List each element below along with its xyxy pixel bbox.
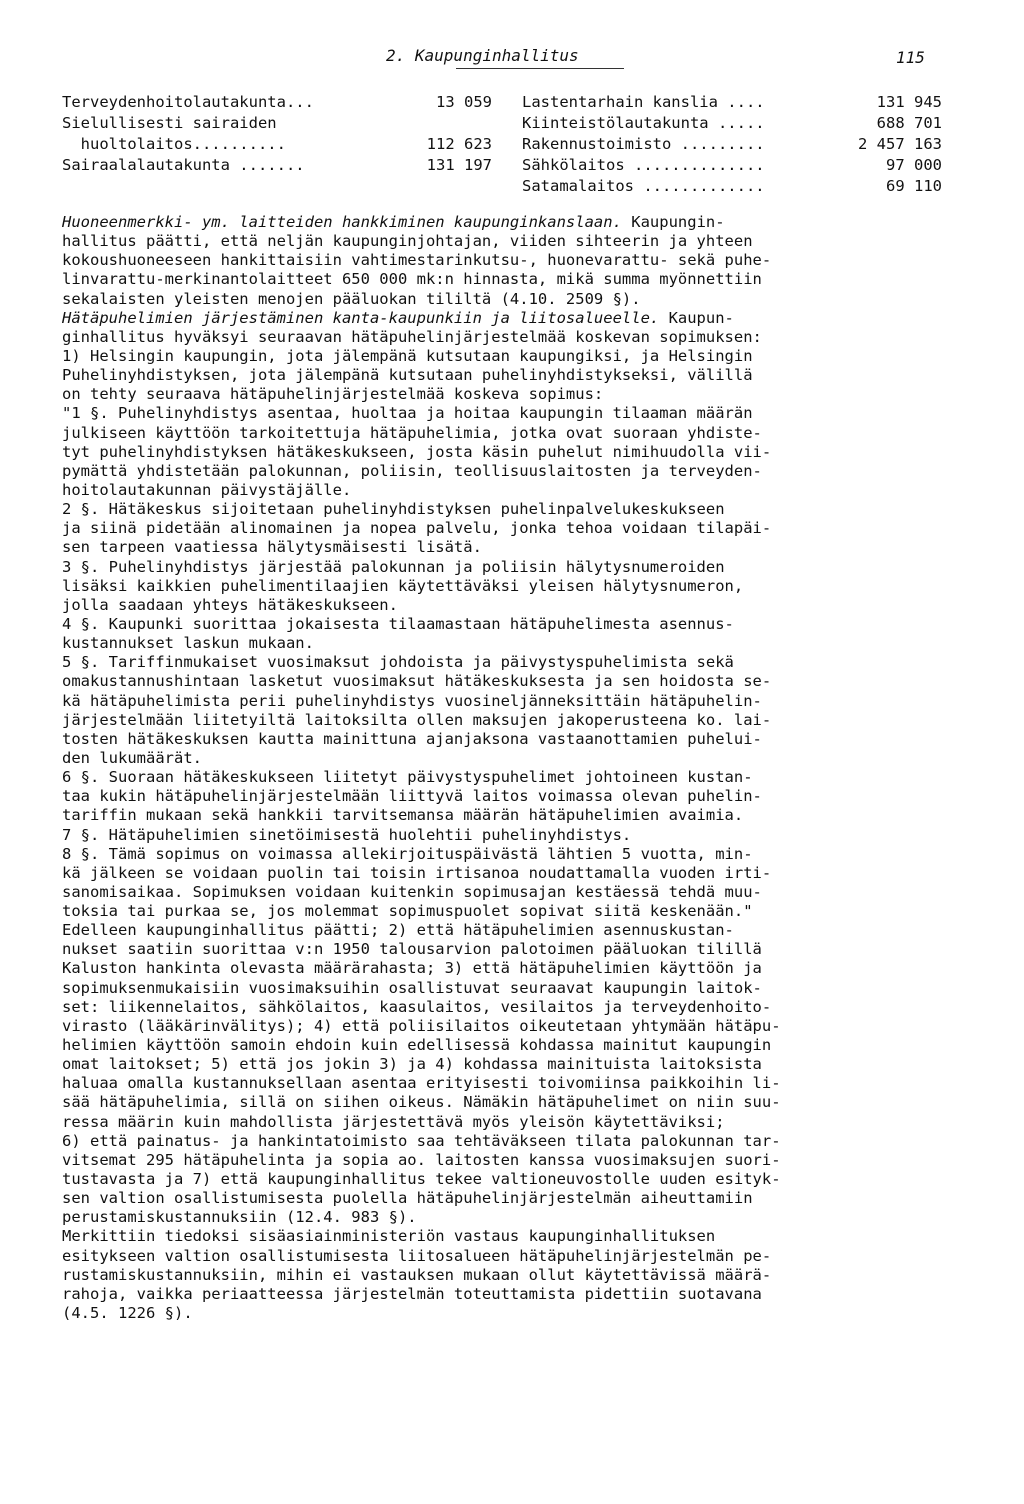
row-value: 131 197 (426, 156, 492, 174)
text-line (62, 596, 944, 615)
row-label: Rakennustoimisto ......... (522, 135, 765, 153)
text-line (62, 1017, 944, 1036)
row-label: Sielullisesti sairaiden (62, 114, 277, 132)
line-text: ja siinä pidetään alinomainen ja nopea palvelu, jonka tehoa voidaan tilapäi- (62, 519, 772, 538)
text-line (62, 864, 944, 883)
line-text: Merkittiin tiedoksi sisäasiainministeriön vastaus kaupunginhallituksen (62, 1227, 716, 1246)
table-row (522, 176, 942, 197)
text-line (62, 538, 944, 557)
text-line (62, 1151, 944, 1170)
line-text: rustamiskustannuksiin, mihin ei vastauksen mukaan ollut käytettävissä määrä- (62, 1265, 772, 1284)
text-line (62, 806, 944, 825)
text-line (62, 711, 944, 730)
line-text: Kaupungin- (621, 213, 725, 231)
line-text: 2 §. Hätäkeskus sijoitetaan puhelinyhdistyksen puhelinpalvelukeskukseen (62, 500, 725, 519)
text-line (62, 290, 944, 309)
text-line (62, 270, 944, 289)
line-text: taa kukin hätäpuhelinjärjestelmään liittyvä laitos voimassa olevan puhelin- (62, 787, 762, 806)
line-text: 8 §. Tämä sopimus on voimassa allekirjoituspäivästä lähtien 5 vuotta, min- (62, 844, 753, 863)
line-text: Edelleen kaupunginhallitus päätti; 2) että hätäpuhelimien asennuskustan- (62, 921, 734, 940)
text-line (62, 1285, 944, 1304)
line-text: ginhallitus hyväksyi seuraavan hätäpuhelinjärjestelmää koskevan sopimuksen: (62, 327, 762, 346)
text-line (62, 979, 944, 998)
line-text: 4 §. Kaupunki suorittaa jokaisesta tilaamastaan hätäpuhelimesta asennus- (62, 614, 734, 633)
line-text: järjestelmään liitetyiltä laitoksilta ollen maksujen jakoperusteena ko. lai- (62, 710, 772, 729)
text-line (62, 672, 944, 691)
row-value: 97 000 (886, 156, 942, 174)
text-line (62, 1093, 944, 1112)
line-text: (4.5. 1226 §). (62, 1304, 193, 1323)
table-row (62, 113, 492, 134)
line-text: sää hätäpuhelimia, sillä on siihen oikeus. Nämäkin hätäpuhelimet on niin suu- (62, 1093, 781, 1112)
text-line (62, 634, 944, 653)
header-rule (456, 68, 624, 69)
table-row (522, 134, 942, 155)
table-row (522, 113, 942, 134)
line-text: vitsemat 295 hätäpuhelinta ja sopia ao. laitosten kanssa vuosimaksujen suori- (62, 1150, 781, 1169)
text-line (62, 768, 944, 787)
text-line (62, 692, 944, 711)
text-line (62, 462, 944, 481)
row-label: huoltolaitos.......... (62, 135, 286, 153)
text-line (62, 404, 944, 423)
line-text: tosten hätäkeskuksen kautta mainittuna ajanjaksona vastaanottamien puhelui- (62, 729, 762, 748)
row-value: 69 110 (886, 177, 942, 195)
row-value: 112 623 (426, 135, 492, 153)
text-line (62, 424, 944, 443)
table-left (62, 92, 492, 176)
line-text: tustavasta ja 7) että kaupunginhallitus tekee valtioneuvostolle uuden esityk- (62, 1170, 781, 1189)
text-line (62, 213, 944, 232)
line-text: kä jälkeen se voidaan puolin tai toisin irtisanoa noudattamalla vuoden irti- (62, 863, 772, 882)
row-value: 2 457 163 (858, 135, 942, 153)
line-text: set: liikennelaitos, sähkölaitos, kaasulaitos, vesilaitos ja terveydenhoito- (62, 997, 772, 1016)
row-label: Lastentarhain kanslia .... (522, 93, 765, 111)
line-text: esitykseen valtion osallistumisesta liitosalueen hätäpuhelinjärjestelmän pe- (62, 1246, 772, 1265)
line-text: julkiseen käyttöön tarkoitettuja hätäpuhelimia, jotka ovat suoraan yhdiste- (62, 423, 762, 442)
text-line (62, 443, 944, 462)
text-line (62, 615, 944, 634)
line-text: Kaluston hankinta olevasta määrärahasta; 3) että hätäpuhelimien käyttöön ja (62, 959, 762, 978)
row-value: 13 059 (436, 93, 492, 111)
text-line (62, 1189, 944, 1208)
table-row (522, 155, 942, 176)
text-line (62, 826, 944, 845)
line-text: helimien käyttöön samoin ehdoin kuin edellisessä kohdassa mainitut kaupungin (62, 1036, 772, 1055)
text-line (62, 730, 944, 749)
page-header (0, 46, 1024, 70)
line-text: omat laitokset; 5) että jos jokin 3) ja 4) kohdassa mainituista laitoksista (62, 1055, 762, 1074)
line-text: sanomisaikaa. Sopimuksen voidaan kuitenkin sopimusajan kestäessä tehdä muu- (62, 882, 762, 901)
text-line (62, 347, 944, 366)
line-text: 6 §. Suoraan hätäkeskukseen liitetyt päivystyspuhelimet johtoineen kustan- (62, 768, 753, 787)
text-line (62, 940, 944, 959)
line-text: 6) että painatus- ja hankintatoimisto saa tehtäväkseen tilata palokunnan tar- (62, 1131, 781, 1150)
text-line (62, 558, 944, 577)
text-line (62, 1170, 944, 1189)
line-text: tyt puhelinyhdistyksen hätäkeskukseen, josta käsin puhelut nimihuudolla vii- (62, 442, 772, 461)
text-line (62, 251, 944, 270)
table-row (522, 92, 942, 113)
line-text: kä hätäpuhelimista perii puhelinyhdistys vuosineljänneksittäin hätäpuhelin- (62, 691, 762, 710)
line-text: haluaa omalla kustannuksellaan asentaa erityisesti toivomiinsa paikkoihin li- (62, 1074, 781, 1093)
body-text (62, 213, 944, 1323)
line-text: ressa määrin kuin mahdollista järjestettävä myös yleisön käytettäviksi; (62, 1112, 725, 1131)
section-heading: Huoneenmerkki- ym. laitteiden hankkiminen kaupunginkanslaan. (62, 213, 622, 231)
line-text: sen valtion osallistumisesta puolella hätäpuhelinjärjestelmän aiheuttamiin (62, 1189, 753, 1208)
table-row (62, 92, 492, 113)
text-line (62, 385, 944, 404)
line-text: on tehty seuraava hätäpuhelinjärjestelmää koskeva sopimus: (62, 385, 604, 404)
row-value: 131 945 (876, 93, 942, 111)
row-label: Sähkölaitos .............. (522, 156, 765, 174)
line-text: virasto (lääkärinvälitys); 4) että poliisilaitos oikeutetaan yhtymään hätäpu- (62, 1016, 781, 1035)
table-row (62, 134, 492, 155)
line-text: sekalaisten yleisten menojen pääluokan tililtä (4.10. 2509 §). (62, 289, 641, 308)
text-line (62, 1266, 944, 1285)
line-text: jolla saadaan yhteys hätäkeskukseen. (62, 595, 398, 614)
line-text: sen tarpeen vaatiessa hälytysmäisesti lisätä. (62, 538, 482, 557)
row-value: 688 701 (876, 114, 942, 132)
row-label: Terveydenhoitolautakunta... (62, 93, 314, 111)
text-line (62, 883, 944, 902)
text-line (62, 1132, 944, 1151)
line-text: kokoushuoneeseen hankittaisiin vahtimestarinkutsu-, huonevarattu- sekä puhe- (62, 251, 772, 270)
page-number: 115 (896, 48, 925, 67)
row-label: Kiinteistölautakunta ..... (522, 114, 765, 132)
text-line (62, 921, 944, 940)
line-text: lisäksi kaikkien puhelimentilaajien käytettäväksi yleisen hälytysnumeron, (62, 576, 744, 595)
text-line (62, 1036, 944, 1055)
row-label: Satamalaitos ............. (522, 177, 765, 195)
line-text: den lukumäärät. (62, 748, 202, 767)
line-text: omakustannushintaan lasketut vuosimaksut hätäkeskuksesta ja sen hoidosta se- (62, 672, 772, 691)
text-line (62, 1247, 944, 1266)
line-text: kustannukset laskun mukaan. (62, 634, 314, 653)
line-text: pymättä yhdistetään palokunnan, poliisin, teollisuuslaitosten ja terveyden- (62, 461, 762, 480)
line-text: Puhelinyhdistyksen, jota jälempänä kutsutaan puhelinyhdistykseksi, välillä (62, 366, 753, 385)
line-text: toksia tai purkaa se, jos molemmat sopimuspuolet sopivat siitä keskenään." (62, 902, 753, 921)
text-line (62, 1227, 944, 1246)
line-text: hallitus päätti, että neljän kaupunginjohtajan, viiden sihteerin ja yhteen (62, 232, 753, 251)
line-text: 1) Helsingin kaupungin, jota jälempänä kutsutaan kaupungiksi, ja Helsingin (62, 346, 753, 365)
text-line (62, 845, 944, 864)
text-line (62, 328, 944, 347)
line-text: linvarattu-merkinantolaitteet 650 000 mk:n hinnasta, mikä summa myönnettiin (62, 270, 762, 289)
line-text: "1 §. Puhelinyhdistys asentaa, huoltaa ja hoitaa kaupungin tilaaman määrän (62, 404, 753, 423)
text-line (62, 1304, 944, 1323)
table-right (522, 92, 942, 197)
line-text: 3 §. Puhelinyhdistys järjestää palokunnan ja poliisin hälytysnumeroiden (62, 557, 725, 576)
text-line (62, 998, 944, 1017)
line-text: tariffin mukaan sekä hankkii tarvitsemansa määrän hätäpuhelimien avaimia. (62, 806, 744, 825)
row-label: Sairaalalautakunta ....... (62, 156, 305, 174)
line-text: 5 §. Tariffinmukaiset vuosimaksut johdoista ja päivystyspuhelimista sekä (62, 653, 734, 672)
line-text: 7 §. Hätäpuhelimien sinetöimisestä huolehtii puhelinyhdistys. (62, 825, 632, 844)
text-line (62, 787, 944, 806)
text-line (62, 500, 944, 519)
text-line (62, 1113, 944, 1132)
text-line (62, 1074, 944, 1093)
text-line (62, 959, 944, 978)
text-line (62, 232, 944, 251)
text-line (62, 1055, 944, 1074)
table-row (62, 155, 492, 176)
line-text: nukset saatiin suorittaa v:n 1950 talousarvion palotoimen pääluokan tilillä (62, 940, 762, 959)
text-line (62, 653, 944, 672)
text-line (62, 366, 944, 385)
budget-tables (0, 92, 1024, 202)
text-line (62, 519, 944, 538)
line-text: hoitolautakunnan päivystäjälle. (62, 480, 352, 499)
text-line (62, 1208, 944, 1227)
line-text: sopimuksenmukaisiin vuosimaksuihin osallistuvat seuraavat kaupungin laitok- (62, 978, 762, 997)
line-text: rahoja, vaikka periaatteessa järjestelmän toteuttamista pidettiin suotavana (62, 1284, 762, 1303)
text-line (62, 577, 944, 596)
text-line (62, 749, 944, 768)
text-line (62, 902, 944, 921)
text-line (62, 309, 944, 328)
section-heading: Hätäpuhelimien järjestäminen kanta-kaupunkiin ja liitosalueelle. (62, 308, 660, 327)
line-text: perustamiskustannuksiin (12.4. 983 §). (62, 1208, 417, 1227)
running-title: 2. Kaupunginhallitus (386, 46, 579, 65)
line-text: Kaupun- (659, 308, 734, 327)
text-line (62, 481, 944, 500)
